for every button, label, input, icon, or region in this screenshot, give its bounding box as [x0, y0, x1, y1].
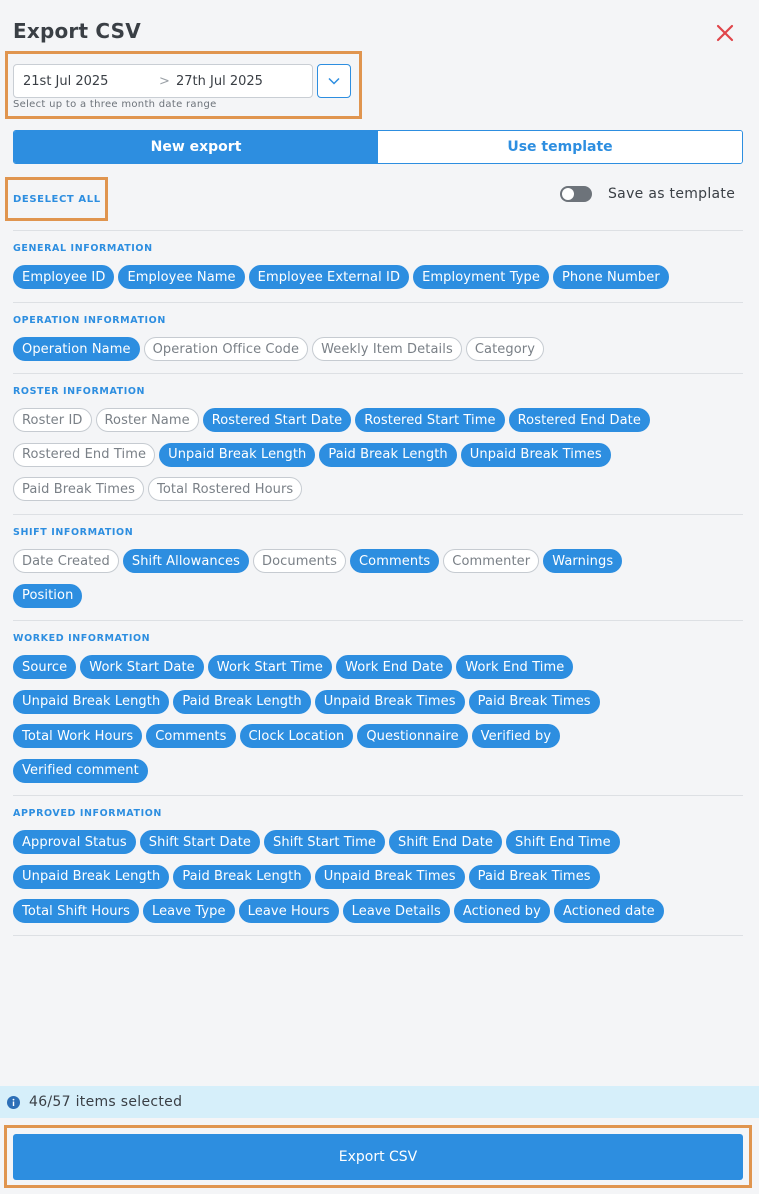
- field-chip[interactable]: Operation Name: [13, 337, 140, 361]
- section-title: OPERATION INFORMATION: [13, 315, 166, 326]
- export-csv-button[interactable]: Export CSV: [13, 1134, 743, 1180]
- section-divider: [13, 935, 743, 936]
- chip-row: [13, 584, 743, 609]
- chip-row: [13, 759, 743, 784]
- close-icon[interactable]: [714, 22, 736, 44]
- chip-row: [13, 408, 743, 433]
- field-chip[interactable]: Comments: [350, 549, 439, 573]
- field-chip[interactable]: Verified by: [472, 724, 560, 748]
- info-icon: [7, 1096, 20, 1109]
- field-chip[interactable]: Work End Time: [456, 655, 573, 679]
- section: [13, 302, 743, 373]
- chip-row: [13, 724, 743, 749]
- date-end: 27th Jul 2025: [176, 74, 263, 89]
- section-title: SHIFT INFORMATION: [13, 527, 134, 538]
- field-chip[interactable]: Rostered End Time: [13, 443, 155, 467]
- field-chip[interactable]: Questionnaire: [357, 724, 467, 748]
- chip-row: [13, 337, 743, 362]
- field-chip[interactable]: Unpaid Break Length: [159, 443, 315, 467]
- chip-group: [13, 265, 743, 300]
- date-separator-icon: >: [159, 74, 170, 89]
- field-chip[interactable]: Total Shift Hours: [13, 899, 139, 923]
- field-chip[interactable]: Unpaid Break Times: [461, 443, 611, 467]
- field-chip[interactable]: Leave Type: [143, 899, 235, 923]
- field-chip[interactable]: Employee External ID: [249, 265, 409, 289]
- chevron-down-icon: [327, 74, 341, 88]
- chip-group: [13, 549, 743, 618]
- field-chip[interactable]: Rostered Start Time: [355, 408, 504, 432]
- field-chip[interactable]: Shift Start Time: [264, 830, 385, 854]
- section-title: GENERAL INFORMATION: [13, 243, 153, 254]
- section: [13, 514, 743, 620]
- field-chip[interactable]: Unpaid Break Length: [13, 865, 169, 889]
- field-chip[interactable]: Paid Break Length: [173, 690, 310, 714]
- field-chip[interactable]: Paid Break Length: [319, 443, 456, 467]
- field-chip[interactable]: Work Start Time: [208, 655, 332, 679]
- selection-count: 46/57 items selected: [29, 1094, 183, 1110]
- field-chip[interactable]: Shift End Time: [506, 830, 620, 854]
- field-chip[interactable]: Actioned date: [554, 899, 664, 923]
- field-chip[interactable]: Position: [13, 584, 82, 608]
- tab-new-export[interactable]: New export: [14, 131, 378, 163]
- field-chip[interactable]: Total Rostered Hours: [148, 477, 302, 501]
- section: [13, 230, 743, 302]
- field-chip[interactable]: Work Start Date: [80, 655, 204, 679]
- chip-group: [13, 337, 743, 372]
- field-chip[interactable]: Paid Break Times: [469, 690, 600, 714]
- export-mode-tabs: [13, 130, 743, 164]
- field-chip[interactable]: Shift Allowances: [123, 549, 249, 573]
- date-range-dropdown-button[interactable]: [317, 64, 351, 98]
- field-chip[interactable]: Operation Office Code: [144, 337, 308, 361]
- section-title: ROSTER INFORMATION: [13, 386, 146, 397]
- chip-row: [13, 899, 743, 924]
- section: [13, 373, 743, 514]
- field-chip[interactable]: Shift Start Date: [140, 830, 260, 854]
- section-title: WORKED INFORMATION: [13, 633, 151, 644]
- field-chip[interactable]: Leave Hours: [239, 899, 339, 923]
- field-chip[interactable]: Comments: [146, 724, 235, 748]
- chip-row: [13, 690, 743, 715]
- field-chip[interactable]: Employee Name: [118, 265, 244, 289]
- chip-row: [13, 265, 743, 290]
- field-chip[interactable]: Roster ID: [13, 408, 92, 432]
- field-chip[interactable]: Paid Break Times: [13, 477, 144, 501]
- field-chip[interactable]: Documents: [253, 549, 346, 573]
- field-chip[interactable]: Work End Date: [336, 655, 452, 679]
- field-chip[interactable]: Unpaid Break Length: [13, 690, 169, 714]
- field-chip[interactable]: Warnings: [543, 549, 622, 573]
- field-chip[interactable]: Actioned by: [454, 899, 550, 923]
- deselect-all-button[interactable]: DESELECT ALL: [13, 194, 101, 205]
- field-chip[interactable]: Date Created: [13, 549, 119, 573]
- field-chip[interactable]: Source: [13, 655, 76, 679]
- date-range-input[interactable]: [13, 64, 313, 98]
- field-chip[interactable]: Employee ID: [13, 265, 114, 289]
- selection-status-bar: [0, 1086, 759, 1118]
- field-chip[interactable]: Rostered End Date: [509, 408, 650, 432]
- field-chip[interactable]: Roster Name: [96, 408, 199, 432]
- section: [13, 620, 743, 795]
- field-chip[interactable]: Category: [466, 337, 544, 361]
- section: [13, 795, 743, 935]
- save-as-template-label: Save as template: [608, 186, 736, 202]
- field-chip[interactable]: Employment Type: [413, 265, 549, 289]
- field-chip[interactable]: Rostered Start Date: [203, 408, 352, 432]
- save-as-template-toggle[interactable]: [560, 186, 592, 202]
- field-chip[interactable]: Clock Location: [240, 724, 354, 748]
- date-start: 21st Jul 2025: [23, 74, 109, 89]
- field-chip[interactable]: Total Work Hours: [13, 724, 142, 748]
- field-chip[interactable]: Approval Status: [13, 830, 136, 854]
- field-chip[interactable]: Shift End Date: [389, 830, 502, 854]
- field-chip[interactable]: Phone Number: [553, 265, 669, 289]
- field-chip[interactable]: Paid Break Length: [173, 865, 310, 889]
- chip-row: [13, 549, 743, 574]
- field-chip[interactable]: Paid Break Times: [469, 865, 600, 889]
- field-chip[interactable]: Leave Details: [343, 899, 450, 923]
- field-chip[interactable]: Unpaid Break Times: [315, 865, 465, 889]
- chip-group: [13, 655, 743, 793]
- chip-group: [13, 408, 743, 512]
- tab-use-template[interactable]: Use template: [378, 131, 742, 163]
- field-chip[interactable]: Commenter: [443, 549, 539, 573]
- chip-row: [13, 830, 743, 855]
- chip-group: [13, 830, 743, 934]
- date-range-hint: Select up to a three month date range: [13, 99, 217, 110]
- section-title: APPROVED INFORMATION: [13, 808, 162, 819]
- modal-title: Export CSV: [13, 19, 141, 43]
- field-chip[interactable]: Verified comment: [13, 759, 148, 783]
- chip-row: [13, 655, 743, 680]
- chip-row: [13, 443, 743, 468]
- chip-row: [13, 865, 743, 890]
- field-chip[interactable]: Weekly Item Details: [312, 337, 462, 361]
- chip-row: [13, 477, 743, 502]
- field-chip[interactable]: Unpaid Break Times: [315, 690, 465, 714]
